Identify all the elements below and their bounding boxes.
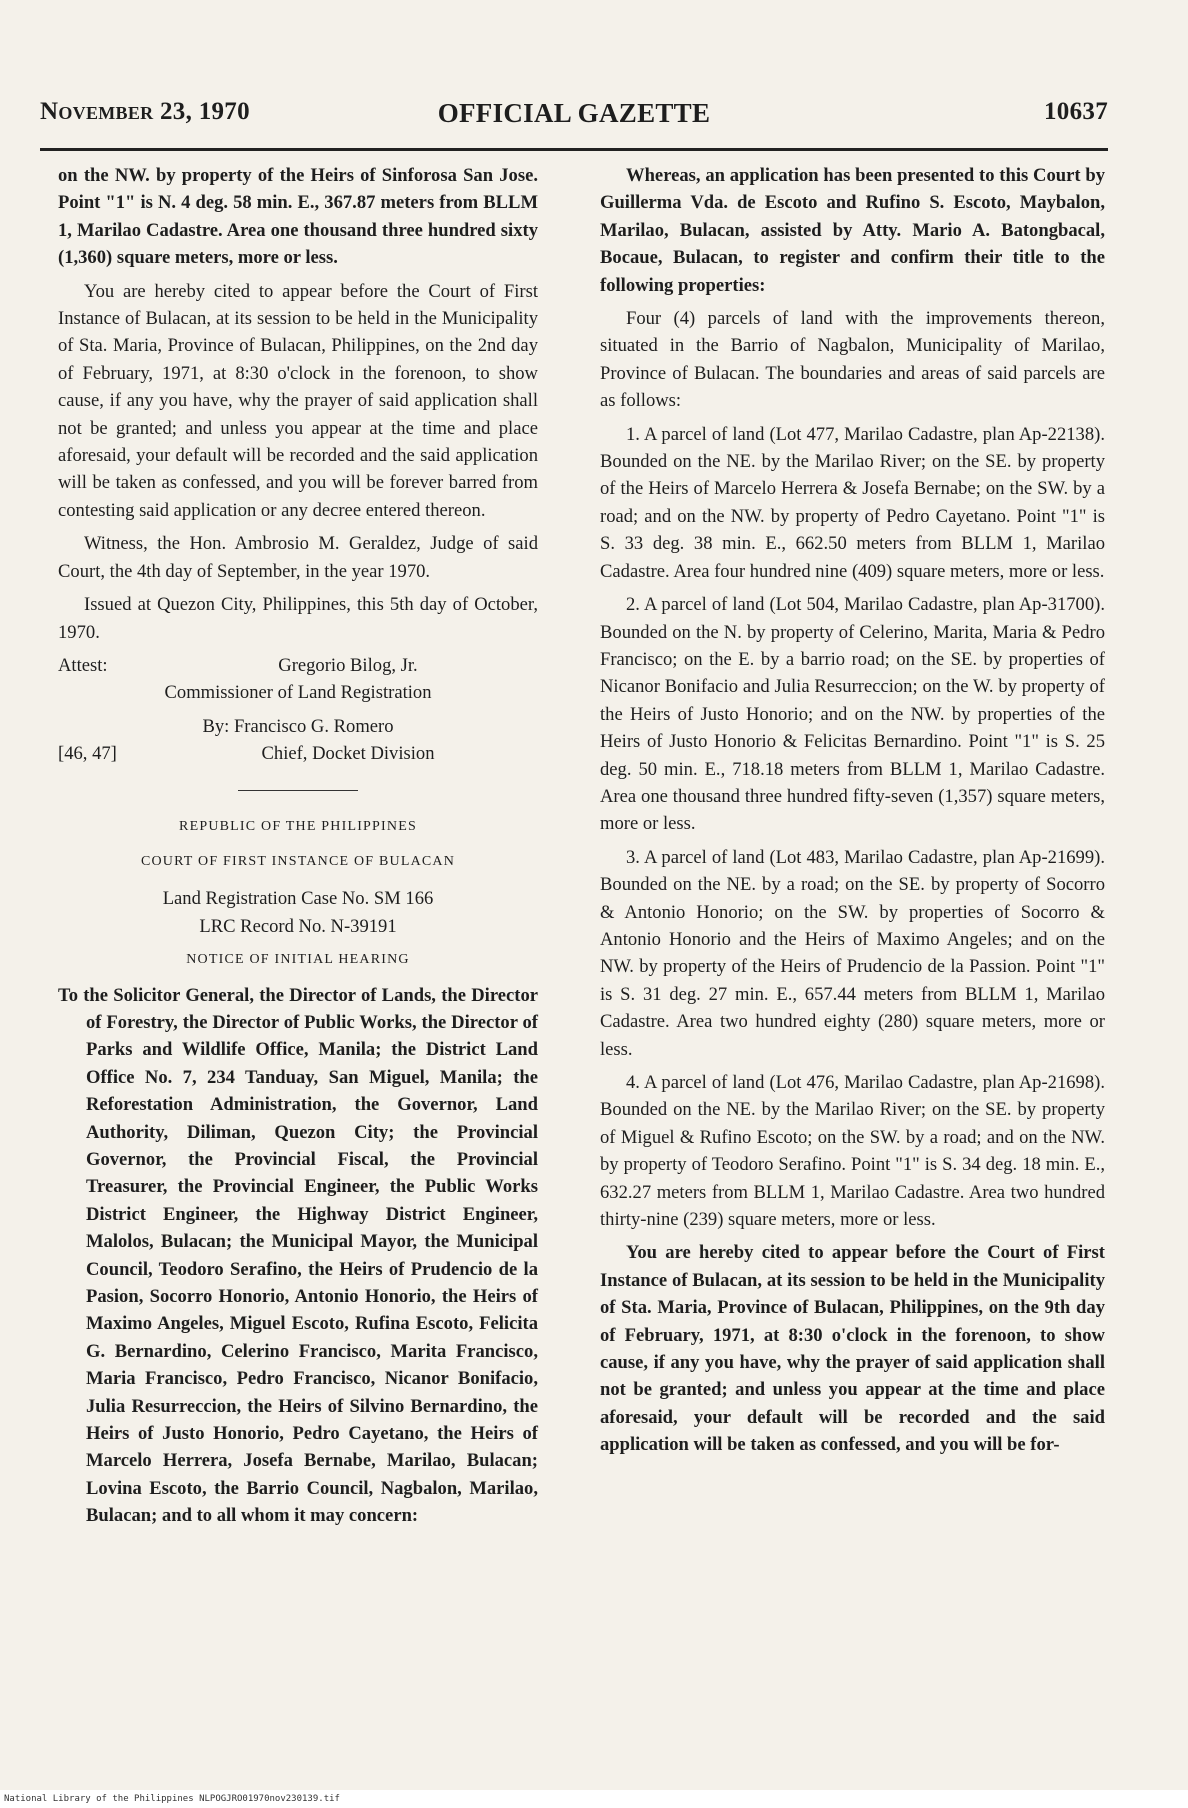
case-number: Land Registration Case No. SM 166 [162,888,434,910]
section-divider [238,790,358,791]
header-rule [40,148,1108,151]
by-line: By: Francisco G. Romero [202,715,394,737]
parcel-2: 2. A parcel of land (Lot 504, Marilao Cadastre, plan Ap-31700). Bounded on the N. by property of Celerino, Marita, Maria & Pedro Francisco; on the E. by a barrio road; on the SE. by properties of Nicanor Bonifacio and Julia Resurreccion; on the W. by property of the Heirs of Justo Honorio; and on the NW. by properties of the Heirs of Justo Honorio & Felicitas Bernardino. Point "1" is S. 25 deg. 50 min. E., 718.18 meters from BLLM 1, Marilao Cadastre. Area one thousand three hundred fifty-seven (1,357) square meters, more or less. [600,594,1105,835]
page-number: 10637 [1044,98,1108,125]
notice-title: NOTICE OF INITIAL HEARING [186,952,410,968]
paragraph: on the NW. by property of the Heirs of Sinforosa San Jose. Point "1" is N. 4 deg. 58 min. E., 367.87 meters from BLLM 1, Marilao Cadastre. Area one thousand three hundred sixty (1,360) square meters, more or less. [58,165,538,269]
right-column [600,162,1105,1465]
parcel-4: 4. A parcel of land (Lot 476, Marilao Cadastre, plan Ap-21698). Bounded on the NE. by the Marilao River; on the SE. by property of Miguel & Rufino Escoto; on the SW. by a road; and on the NW. by property of Teodoro Serafino. Point "1" is S. 34 deg. 18 min. E., 632.27 meters from BLLM 1, Marilao Cadastre. Area two hundred thirty-nine (239) square meters, more or less. [600,1072,1105,1231]
case-block [58,885,538,940]
parcel-1: 1. A parcel of land (Lot 477, Marilao Cadastre, plan Ap-22138). Bounded on the NE. by the Marilao River; on the SE. by property of the Heirs of Marcelo Herrera & Josefa Bernabe; on the SW. by a road; and on the NW. by property of Pedro Cayetano. Point "1" is S. 33 deg. 38 min. E., 662.50 meters from BLLM 1, Marilao Cadastre. Area four hundred nine (409) square meters, more or less. [600,423,1105,582]
issue-date: November 23, 1970 [40,98,250,125]
scan-footer: National Library of the Philippines NLPOGJRO01970nov230139.tif [0,1790,1188,1808]
paragraph: Whereas, an application has been presented to this Court by Guillerma Vda. de Escoto and Rufino S. Escoto, Maybalon, Marilao, Bulacan, assisted by Atty. Mario A. Batongbacal, Bocaue, Bulacan, to register and confirm their title to the following properties: [600,165,1105,296]
addressee-paragraph: To the Solicitor General, the Director of Lands, the Director of Forestry, the Director of Public Works, the Director of Parks and Wildlife Office, Manila; the District Land Office No. 7, 234 Tanduay, San Miguel, Manila; the Reforestation Administration, the Governor, Land Authority, Diliman, Quezon City; the Provincial Governor, the Provincial Fiscal, the Provincial Treasurer, the Provincial Engineer, the Public Works District Engineer, the Highway District Engineer, Malolos, Bulacan; the Municipal Mayor, the Municipal Council, Teodoro Serafino, the Heirs of Prudencio de la Pasion, Socorro Honorio, Antonio Honorio, the Heirs of Maximo Angeles, Miguel Escoto, Rufina Escoto, Felicita G. Bernardino, Celerino Francisco, Marita Francisco, Maria Francisco, Pedro Francisco, Nicanor Bonifacio, Julia Resurreccion, the Heirs of Silvino Bernardino, the Heirs of Justo Honorio, Pedro Cayetano, the Heirs of Marcelo Herrera, Josefa Bernabe, Marilao, Bulacan; Lovina Escoto, the Barrio Council, Nagbalon, Marilao, Bulacan; and to all whom it may concern: [58,984,538,1527]
parcel-3: 3. A parcel of land (Lot 483, Marilao Cadastre, plan Ap-21699). Bounded on the NE. by a road; on the SE. by property of Socorro & Antonio Honorio; on the SW. by properties of Socorro & Antonio Honorio and the Heirs of Maximo Angeles; and on the NW. by property of the Heirs of Prudencio de la Passion. Point "1" is S. 31 deg. 27 min. E., 657.44 meters from BLLM 1, Marilao Cadastre. Area two hundred eighty (280) square meters, more or less. [600,846,1105,1060]
republic-heading: REPUBLIC OF THE PHILIPPINES [179,818,417,834]
paragraph: Issued at Quezon City, Philippines, this 5th day of October, 1970. [58,594,538,643]
paragraph: Witness, the Hon. Ambrosio M. Geraldez, Judge of said Court, the 4th day of September, in the year 1970. [58,533,538,582]
paragraph: You are hereby cited to appear before the Court of First Instance of Bulacan, at its session to be held in the Municipality of Sta. Maria, Province of Bulacan, Philippines, on the 2nd day of February, 1971, at 8:30 o'clock in the forenoon, to show cause, if any you have, why the prayer of said application shall not be granted; and unless you appear at the time and place aforesaid, your default will be recorded and the said application will be taken as confessed, and you will be forever barred from contesting said application or any decree entered thereon. [58,280,538,521]
lrc-record: LRC Record No. N-39191 [199,915,397,937]
attest-name: Gregorio Bilog, Jr. [278,654,418,676]
attestation-block [58,652,538,768]
page-header [40,98,1108,138]
publication-title: OFFICIAL GAZETTE [437,98,711,128]
court-heading: COURT OF FIRST INSTANCE OF BULACAN [140,853,456,869]
by-title: Chief, Docket Division [261,743,435,765]
attest-title: Commissioner of Land Registration [164,682,432,704]
attest-label: Attest: [58,654,108,676]
left-column [58,162,538,1536]
reference-number: [46, 47] [58,743,117,765]
paragraph: Four (4) parcels of land with the improvements thereon, situated in the Barrio of Nagbalon, Municipality of Marilao, Province of Bulacan. The boundaries and areas of said parcels are as follows: [600,308,1105,412]
paragraph: You are hereby cited to appear before the Court of First Instance of Bulacan, at its session to be held in the Municipality of Sta. Maria, Province of Bulacan, Philippines, on the 9th day of February, 1971, at 8:30 o'clock in the forenoon, to show cause, if any you have, why the prayer of said application shall not be granted; and unless you appear at the time and place aforesaid, your default will be recorded and the said application will be taken as confessed, and you will be for- [600,1242,1105,1456]
